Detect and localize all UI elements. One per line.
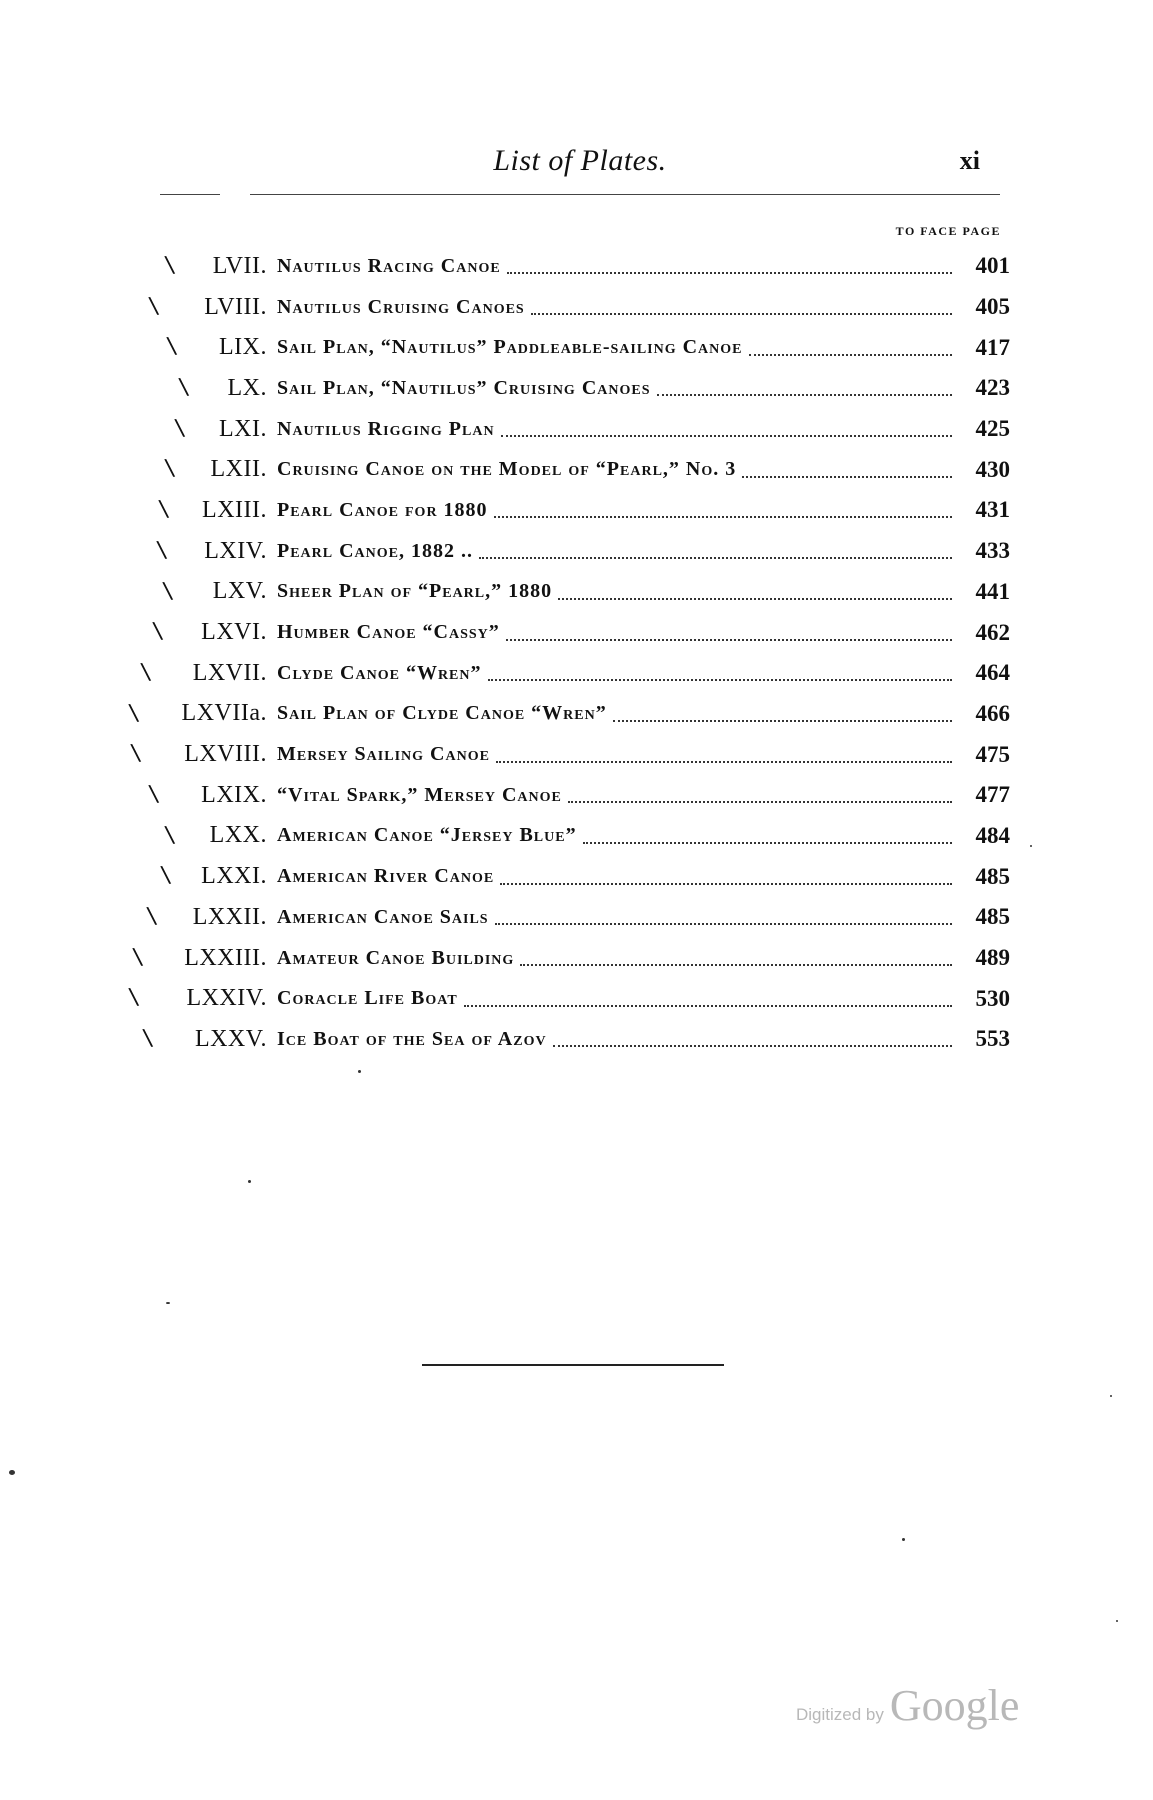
plate-numeral: LXVI. xyxy=(201,619,267,646)
digitized-watermark xyxy=(796,1680,1019,1731)
dot-leader xyxy=(488,679,952,681)
plate-page-number: 553 xyxy=(975,1026,1010,1052)
plate-row xyxy=(140,572,1010,613)
plate-numeral: LXXIV. xyxy=(186,985,267,1012)
plate-title: Pearl Canoe, 1882 .. xyxy=(277,539,474,562)
plate-title: Nautilus Racing Canoe xyxy=(277,254,501,277)
margin-tick-mark: \ xyxy=(129,737,142,770)
plate-numeral: LXX. xyxy=(209,822,267,849)
ink-speck xyxy=(1116,1620,1118,1622)
plate-title: American Canoe Sails xyxy=(277,905,489,928)
plate-page-number: 485 xyxy=(975,904,1010,930)
dot-leader xyxy=(531,313,952,315)
margin-tick-mark: \ xyxy=(163,819,176,852)
ink-speck xyxy=(1030,845,1032,847)
plate-row xyxy=(140,287,1010,328)
plate-numeral: LXXI. xyxy=(201,863,267,890)
ink-speck xyxy=(358,1070,361,1073)
dot-leader xyxy=(568,801,952,803)
plate-numeral: LXXV. xyxy=(194,1025,267,1052)
dot-leader xyxy=(494,516,952,518)
dot-leader xyxy=(613,720,952,722)
dot-leader xyxy=(558,598,952,600)
dot-leader xyxy=(464,1005,952,1007)
margin-tick-mark: \ xyxy=(147,290,160,323)
plate-title: American River Canoe xyxy=(277,865,495,888)
margin-tick-mark: \ xyxy=(145,900,158,933)
plate-page-number: 401 xyxy=(975,253,1010,279)
plate-numeral: LXVII. xyxy=(192,659,267,686)
margin-tick-mark: \ xyxy=(155,534,168,567)
plate-numeral: LXIII. xyxy=(202,496,267,523)
plate-page-number: 430 xyxy=(975,456,1010,482)
plate-title: Coracle Life Boat xyxy=(277,987,458,1010)
dot-leader xyxy=(583,842,952,844)
dot-leader xyxy=(506,639,952,641)
margin-tick-mark: \ xyxy=(131,941,144,974)
plate-title: Mersey Sailing Canoe xyxy=(277,743,490,766)
margin-tick-mark: \ xyxy=(161,575,174,607)
plate-title: Sail Plan of Clyde Canoe “Wren” xyxy=(277,702,607,725)
plates-list xyxy=(127,246,1010,1060)
plate-title: Cruising Canoe on the Model of “Pearl,” No. 3 xyxy=(277,458,737,481)
plate-row xyxy=(140,368,1010,409)
plate-page-number: 484 xyxy=(975,822,1010,848)
margin-tick-mark: \ xyxy=(157,493,170,526)
plate-row xyxy=(140,327,1010,368)
margin-tick-mark: \ xyxy=(159,859,172,892)
ink-speck xyxy=(902,1538,905,1541)
margin-tick-mark: \ xyxy=(127,697,140,729)
header-rule xyxy=(160,194,1000,195)
plate-title: Amateur Canoe Building xyxy=(277,946,515,969)
margin-tick-mark: \ xyxy=(139,656,152,689)
plate-row xyxy=(127,694,1010,735)
plate-numeral: LXV. xyxy=(212,578,267,605)
plate-numeral: LXIX. xyxy=(201,781,267,808)
plate-title: Sail Plan, “Nautilus” Paddleable-sailing Canoe xyxy=(277,336,743,359)
margin-tick-mark: \ xyxy=(151,615,164,648)
plate-title: Ice Boat of the Sea of Azov xyxy=(277,1027,547,1050)
plate-numeral: LXVIIa. xyxy=(181,700,267,727)
dot-leader xyxy=(479,557,952,559)
plate-row xyxy=(140,775,1010,816)
plate-row xyxy=(140,653,1010,694)
plate-numeral: LX. xyxy=(227,374,267,401)
plate-row xyxy=(140,856,1010,897)
dot-leader xyxy=(501,435,952,437)
dot-leader xyxy=(507,272,952,274)
plate-page-number: 477 xyxy=(975,782,1010,808)
ink-speck xyxy=(9,1470,15,1475)
plate-numeral: LVII. xyxy=(212,252,267,279)
dot-leader xyxy=(749,354,952,356)
plate-numeral: LXXII. xyxy=(192,903,267,930)
plate-row xyxy=(140,612,1010,653)
column-heading: TO FACE PAGE xyxy=(895,224,1001,238)
plate-title: Pearl Canoe for 1880 xyxy=(277,498,488,521)
plate-page-number: 489 xyxy=(975,945,1010,971)
plate-row xyxy=(140,1019,1010,1060)
end-rule xyxy=(422,1364,724,1366)
plate-title: Nautilus Cruising Canoes xyxy=(277,295,525,318)
margin-tick-mark: \ xyxy=(127,981,140,1014)
plate-row xyxy=(129,734,1010,775)
margin-tick-mark: \ xyxy=(147,778,160,811)
header-rule-gap xyxy=(220,192,250,197)
plate-page-number: 462 xyxy=(975,619,1010,645)
plate-page-number: 417 xyxy=(975,334,1010,360)
margin-tick-mark: \ xyxy=(173,412,186,445)
watermark-prefix: Digitized by xyxy=(796,1705,884,1724)
margin-tick-mark: \ xyxy=(163,249,176,282)
plate-row xyxy=(140,409,1010,450)
plate-numeral: LVIII. xyxy=(204,293,267,320)
plate-title: Humber Canoe “Cassy” xyxy=(277,621,500,644)
plate-title: Sail Plan, “Nautilus” Cruising Canoes xyxy=(277,376,651,399)
plate-page-number: 423 xyxy=(975,375,1010,401)
plate-page-number: 475 xyxy=(975,741,1010,767)
page-number: xi xyxy=(959,146,980,175)
dot-leader xyxy=(496,761,952,763)
plate-page-number: 431 xyxy=(975,497,1010,523)
dot-leader xyxy=(495,923,952,925)
plate-page-number: 433 xyxy=(975,538,1010,564)
plate-numeral: LXII. xyxy=(210,456,267,483)
plate-row xyxy=(131,938,1010,979)
plate-page-number: 530 xyxy=(975,985,1010,1011)
page-title: List of Plates. xyxy=(493,144,667,177)
plate-title: Clyde Canoe “Wren” xyxy=(277,661,482,684)
dot-leader xyxy=(500,883,952,885)
plate-page-number: 466 xyxy=(975,700,1010,726)
plate-row xyxy=(140,531,1010,572)
plate-row xyxy=(127,978,1010,1019)
margin-tick-mark: \ xyxy=(165,330,178,363)
plate-row xyxy=(140,449,1010,490)
plate-title: “Vital Spark,” Mersey Canoe xyxy=(277,783,562,806)
margin-tick-mark: \ xyxy=(177,371,190,404)
plate-numeral: LIX. xyxy=(219,334,267,361)
plate-row xyxy=(140,246,1010,287)
margin-tick-mark: \ xyxy=(141,1022,154,1055)
google-logo: Google xyxy=(889,1681,1020,1730)
plate-row xyxy=(140,816,1010,857)
plate-title: Nautilus Rigging Plan xyxy=(277,417,495,440)
dot-leader xyxy=(742,476,952,478)
plate-numeral: LXVIII. xyxy=(184,741,267,768)
dot-leader xyxy=(657,394,952,396)
dot-leader xyxy=(520,964,952,966)
plate-title: Sheer Plan of “Pearl,” 1880 xyxy=(277,580,553,603)
plate-page-number: 425 xyxy=(975,416,1010,442)
plate-row xyxy=(140,490,1010,531)
plate-row xyxy=(140,897,1010,938)
ink-speck xyxy=(1110,1395,1112,1397)
margin-tick-mark: \ xyxy=(163,453,176,485)
plate-page-number: 485 xyxy=(975,863,1010,889)
ink-speck xyxy=(248,1180,251,1183)
ink-speck xyxy=(166,1302,170,1304)
dot-leader xyxy=(553,1045,952,1047)
page-header xyxy=(160,144,1000,184)
plate-numeral: LXXIII. xyxy=(184,944,267,971)
plate-page-number: 405 xyxy=(975,294,1010,320)
plate-numeral: LXI. xyxy=(219,415,267,442)
plate-numeral: LXIV. xyxy=(204,537,267,564)
plate-page-number: 464 xyxy=(975,660,1010,686)
plate-page-number: 441 xyxy=(975,578,1010,604)
plate-title: American Canoe “Jersey Blue” xyxy=(277,824,577,847)
